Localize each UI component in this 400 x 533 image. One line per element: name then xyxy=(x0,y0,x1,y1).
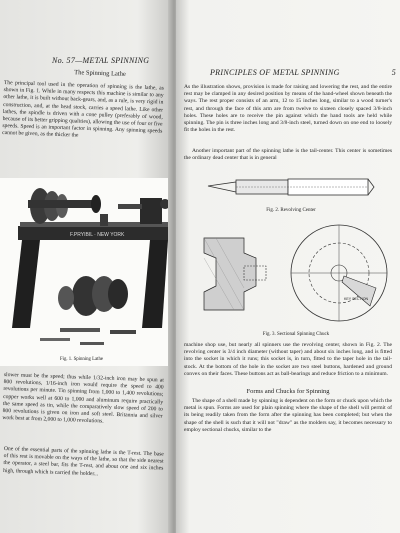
left-paragraph-1: The principal tool used in the operation of spinning is the lathe, as shown in Fig. 1. While in many respects this machine is similar to any other lathe, it is built without back-gears, and, as a rule, is very rigid in construction, and, at the head stock, carries a speed lathe. Like other lathes, the spindle is driven with a cone pulley (preferably of wood, because of its better gripping qualities), allowing the use of four or five speeds. Speed is an important factor in spinning. Any spinning speeds cannot be given, as the thicker the xyxy=(2,80,164,140)
left-running-head: No. 57—METAL SPINNING xyxy=(52,56,150,65)
revolving-center-figure xyxy=(206,174,376,200)
spinning-lathe-photo xyxy=(0,178,168,366)
right-paragraph-1: As the illustration shows, provision is made for raising and lowering the rest, and the entire rest may be clamped in any desired position by means of the hand-wheel shown beneath the ways. The rest proper consists of an arm, 12 to 15 inches long, similar to a wood turner's rest, and through the face of this arm are from twelve to sixteen closely spaced 3/8-inch holes. These holes are to receive the pin against which the hand tools are held while spinning. The pin is three inches long and 3/8-inch steel, turned down on one end to loosely fit the holes in the rest. xyxy=(184,84,392,134)
right-paragraph-4: The shape of a shell made by spinning is dependent on the form or chuck upon which the metal is spun. Forms are used for plain spinning where the shape of the shell will permit of its being readily taken from the form after the spinning has been completed; but when the shape of the shell is such that it will not "draw" as the molders say, it becomes necessary to employ sectional chucks, similar to the xyxy=(184,398,392,433)
fig3-caption: Fig. 3. Sectional Spinning Chuck xyxy=(262,332,330,337)
right-running-head xyxy=(210,68,396,77)
right-paragraph-3: machine shop use, but nearly all spinners use the revolving center, shown in Fig. 2. The revolving center is 3/4 inch diameter (without taper) and about six inches long, and is fitted into the socket in which it runs; this socket is, in turn, fitted to the taper hole in the tail-stock. At the bottom of the hole in the socket are two steel buttons, hardened and ground convex on their faces. These buttons act as ball-bearings and reduce friction to a minimum. xyxy=(184,342,392,377)
lathe-illustration xyxy=(0,178,168,366)
key-section-label: KEY SECTION xyxy=(344,297,369,301)
left-section-heading: The Spinning Lathe xyxy=(74,69,126,78)
page-number: 5 xyxy=(391,68,396,77)
left-paragraph-2: slower must be the speed; thus while 1/32-inch iron may be spun at 800 revolutions, 1/16-inch iron would require the speed to 400 revolutions per minute. Tin spinning from 1,000 to 1,400 revolutions; copper works well at 600 to 1,000 and aluminum require practically the same speed as tin, while the comparatively slow speed of 200 to 800 revolutions is given on iron and soft steel. Britannia and silver work best at from 2,000 to 1,000 revolutions. xyxy=(2,372,164,425)
fig1-caption: Fig. 1. Spinning Lathe xyxy=(60,357,104,362)
right-page xyxy=(176,0,400,533)
right-section-heading: Forms and Chucks for Spinning xyxy=(246,388,330,395)
right-paragraph-2: Another important part of the spinning lathe is the tail-center. This center is sometimes the ordinary dead center that is in general xyxy=(184,148,392,162)
left-page xyxy=(0,0,172,533)
sectional-chuck-figure xyxy=(194,218,394,328)
fig2-caption: Fig. 2. Revolving Center xyxy=(266,208,316,213)
right-running-title: PRINCIPLES OF METAL SPINNING xyxy=(210,68,340,77)
left-paragraph-3: One of the essential parts of the spinning lathe is the T-rest. The base of this rest is movable on the ways of the lathe, so that the side nearest the operator, a steel bar, fits the T-rest, and about one and six inches high, through which is carried the holder... xyxy=(3,446,164,477)
lathe-nameplate: F.PRYIBIL · NEW YORK xyxy=(70,232,125,238)
